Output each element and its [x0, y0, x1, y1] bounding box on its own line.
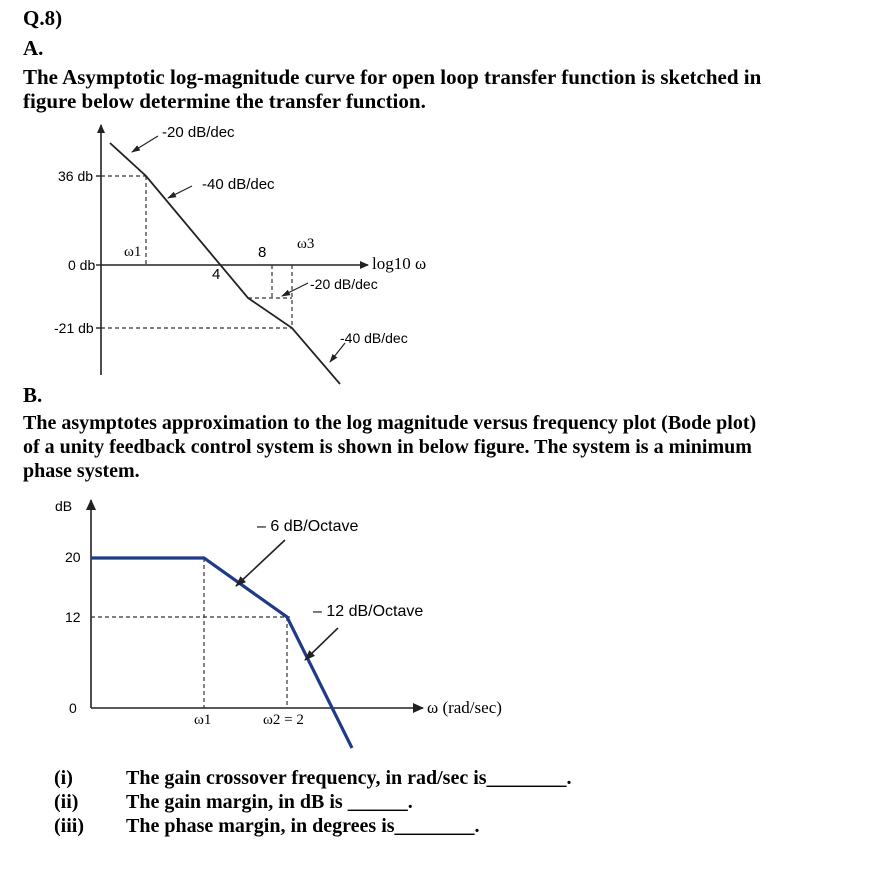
- y-label-0: 0 db: [68, 257, 96, 273]
- part-b-label: B.: [23, 383, 43, 407]
- omega1-label-a: ω1: [124, 244, 142, 260]
- question-num-2: (ii): [54, 791, 79, 813]
- point-8-label: 8: [258, 244, 267, 261]
- y-tick-0: 0: [69, 700, 77, 716]
- point-4-label: 4: [212, 266, 221, 283]
- y-tick-12: 12: [65, 609, 81, 625]
- omega3-label-a: ω3: [297, 236, 315, 252]
- omega2-label-b: ω2 = 2: [263, 712, 304, 728]
- slope-label-a1: -20 dB/dec: [162, 124, 235, 141]
- part-b-text-line1: The asymptotes approximation to the log magnitude versus frequency plot (Bode plot): [23, 412, 757, 434]
- slope-label-a4: -40 dB/dec: [340, 330, 408, 346]
- question-text-3: The phase margin, in degrees is________.: [126, 815, 480, 837]
- part-a-text-line1: The Asymptotic log-magnitude curve for open loop transfer function is sketched in: [23, 65, 762, 89]
- question-num-3: (iii): [54, 815, 84, 837]
- y-axis-label-b: dB: [55, 498, 73, 514]
- question-num-1: (i): [54, 767, 73, 789]
- slope-label-a2: -40 dB/dec: [202, 176, 275, 193]
- x-axis-label-a: log10 ω: [372, 254, 427, 273]
- omega1-label-b: ω1: [194, 712, 212, 728]
- x-axis-label-b: ω (rad/sec): [427, 698, 502, 717]
- y-tick-20: 20: [65, 549, 81, 565]
- part-a-label: A.: [23, 36, 44, 60]
- question-text-2: The gain margin, in dB is ______.: [126, 791, 413, 813]
- part-a-text-line2: figure below determine the transfer function.: [23, 89, 426, 113]
- question-number: Q.8): [23, 6, 63, 30]
- y-label-neg21: -21 db: [54, 320, 94, 336]
- question-text-1: The gain crossover frequency, in rad/sec is________.: [126, 767, 572, 789]
- part-b-text-line3: phase system.: [23, 460, 140, 482]
- part-b-text-line2: of a unity feedback control system is shown in below figure. The system is a minimum: [23, 436, 752, 458]
- y-label-36: 36 db: [58, 168, 94, 184]
- slope-label-b2: – 12 dB/Octave: [313, 603, 424, 620]
- slope-label-a3: -20 dB/dec: [310, 276, 378, 292]
- slope-label-b1: – 6 dB/Octave: [257, 518, 359, 535]
